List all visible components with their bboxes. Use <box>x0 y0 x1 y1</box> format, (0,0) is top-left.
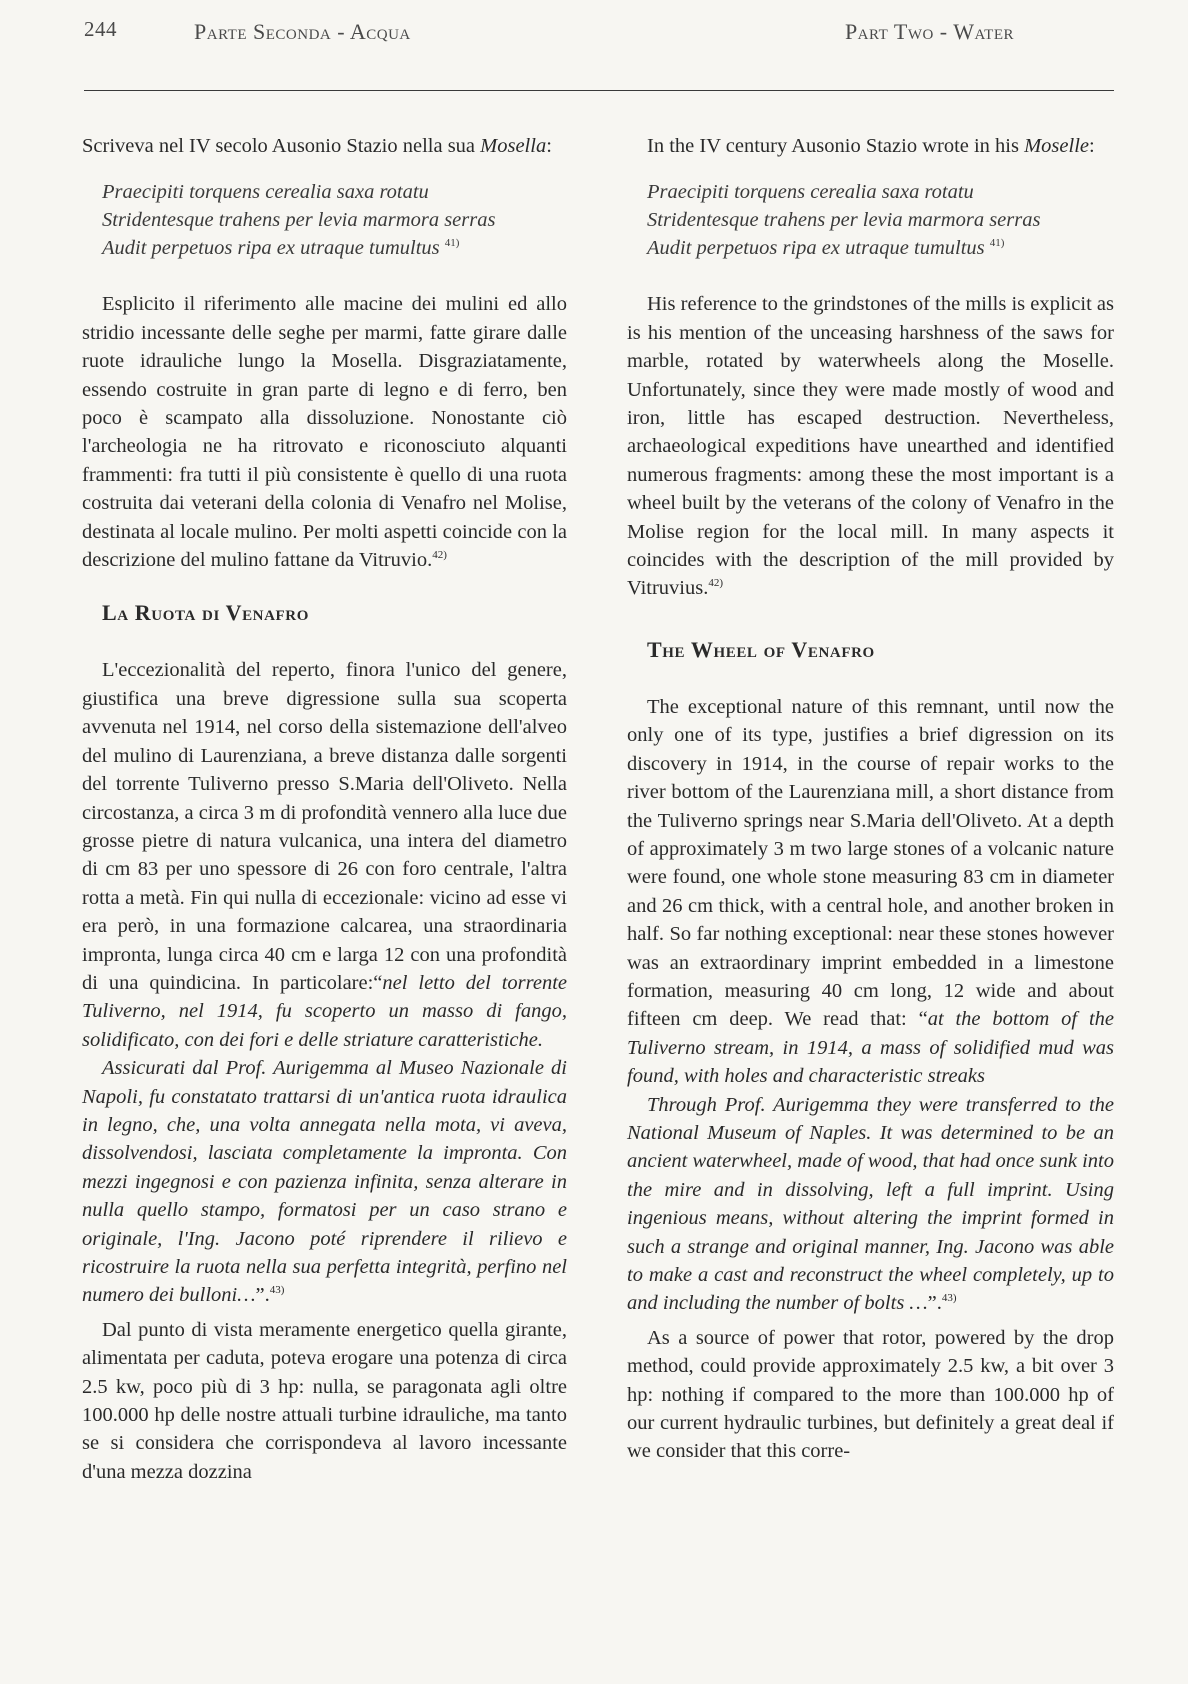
paragraph-english-1 <box>627 290 1114 602</box>
paragraph-italian-3 <box>82 1054 567 1310</box>
english-column <box>627 132 1114 1466</box>
running-title-english: Part Two - Water <box>844 19 1014 44</box>
verse-line: Stridentesque trahens per levia marmora serras <box>102 209 496 232</box>
intro-text: In the IV century Ausonio Stazio wrote in his <box>647 135 1025 157</box>
footnote-ref: 41) <box>989 237 1005 250</box>
quote-end: ”. <box>927 1292 942 1315</box>
quote-text: nel letto del torrente Tuliverno, nel 1914, fu scoperto un masso di fango, solidificato, con dei fori e delle striature caratteristiche. <box>82 971 568 1051</box>
header-rule <box>84 90 1114 91</box>
page-number: 244 <box>84 17 117 41</box>
running-title-italian: Parte Seconda - Acqua <box>194 19 411 44</box>
paragraph-text: The exceptional nature of this remnant, until now the only one of its type, justifies a brief digression on its discovery in 1914, in the course of repair works to the river bottom of the Laurenziana mill, a short distance from the Tuliverno springs near S.Maria dell'Oliveto. At a depth of approximately 3 m two large stones of a volcanic nature were found, one whole stone measuring 83 cm in diameter and 26 cm thick, with a central hole, and another broken in half. So far nothing exceptional: near these stones however was an extraordinary imprint embedded in a limestone formation, measuring 40 cm long, 12 wide and about fifteen cm deep. We read that: “ <box>627 695 1114 1031</box>
paragraph-english-2 <box>627 693 1114 1091</box>
paragraph-text: Esplicito il riferimento alle macine dei mulini ed allo stridio incessante delle seghe per marmi, fatte girare dalle ruote idrauliche lungo la Mosella. Disgraziatamente, essendo costruite in gran parte di legno e di ferro, ben poco è scampato alla dissoluzione. Nonostante ciò l'archeologia ne ha ritrovato e riconosciuto alquanti frammenti: fra tutti il più consistente è quello di una ruota costruita dai veterani della colonia di Venafro nel Molise, destinata al locale mulino. Per molti aspetti coincide con la descrizione del mulino fattane da Vitruvio. <box>82 293 567 572</box>
quote-text: at the bottom of the Tuliverno stream, in 1914, a mass of solidified mud was found, with holes and characteristic streaks <box>627 1008 1114 1088</box>
footnote-ref: 42) <box>432 549 447 562</box>
verse-line: Praecipiti torquens cerealia saxa rotatu <box>102 181 429 204</box>
italian-column <box>82 132 567 1486</box>
verse-line <box>647 234 1114 262</box>
verse-line-text: Audit perpetuos ripa ex utraque tumultus <box>102 237 440 260</box>
quote-text: Through Prof. Aurigemma they were transferred to the National Museum of Naples. It was determined to be an ancient waterwheel, made of wood, that had once sunk into the mire and in dissolving, left a full imprint. Using ingenious means, without altering the imprint formed in such a strange and original manner, Ing. Jacono was able to make a cast and reconstruct the wheel completely, up to and including the number of bolts … <box>627 1093 1114 1315</box>
footnote-ref: 43) <box>941 1292 957 1305</box>
verse-quote-english <box>647 178 1114 262</box>
section-heading-italian: La Ruota di Venafro <box>102 600 310 626</box>
paragraph-english-4: As a source of power that rotor, powered by the drop method, could provide approximately 2.5 kw, a bit over 3 hp: nothing if compared to the more than 100.000 hp of our current hydraulic turbines, but definitely a great deal if we consider that this corre- <box>627 1326 1114 1463</box>
paragraph-italian-2 <box>82 656 567 1054</box>
quote-end: ”. <box>255 1284 270 1307</box>
paragraph-text: L'eccezionalità del reperto, finora l'unico del genere, giustifica una breve digressione sulla sua scoperta avvenuta nel 1914, nel corso della sistemazione dell'alveo del mulino di Laurenziana, a breve distanza dalle sorgenti del torrente Tuliverno presso S.Maria dell'Oliveto. Nella circostanza, a circa 3 m di profondità vennero alla luce due grosse pietre di natura vulcanica, una intera del diametro di cm 83 per uno spessore di 26 con foro centrale, l'altra rotta a metà. Fin qui nulla di eccezionale: vicino ad esse vi era però, in una formazione calcarea, una straordinaria impronta, lunga circa 40 cm e larga 12 con una profondità di una quindicina. In particolare:“ <box>82 659 567 994</box>
paragraph-text: His reference to the grindstones of the mills is explicit as is his mention of the unceasing harshness of the saws for marble, rotated by waterwheels along the Moselle. Unfortunately, since they were made mostly of wood and iron, little has escaped destruction. Nevertheless, archaeological expeditions have unearthed and identified numerous fragments: among these the most important is a wheel built by the veterans of the colony of Venafro in the Molise region for the local mill. In many aspects it coincides with the description of the mill provided by Vitruvius. <box>627 293 1114 600</box>
quote-text: Assicurati dal Prof. Aurigemma al Museo Nazionale di Napoli, fu constatato trattarsi di un'antica ruota idraulica in legno, che, una volta annegata nella mota, vi aveva, dissolvendosi, lasciata completamente la impronta. Con mezzi ingegnosi e con pazienza infinita, senza alterare in nulla quello stampo, formatosi per un caso strano e originale, l'Ing. Jacono poté riprendere il rilievo e ricostruire la ruota nella sua perfetta integrità, perfino nel numero dei bulloni… <box>82 1057 567 1307</box>
intro-end: : <box>1089 135 1095 157</box>
footnote-ref: 42) <box>708 577 724 590</box>
footnote-ref: 43) <box>269 1284 285 1297</box>
verse-quote-italian <box>102 178 567 262</box>
intro-paragraph-italian <box>82 132 567 160</box>
intro-paragraph-english <box>627 132 1114 160</box>
footnote-ref: 41) <box>444 237 460 250</box>
verse-line <box>102 234 567 262</box>
section-heading-english: The Wheel of Venafro <box>647 636 875 662</box>
verse-line: Stridentesque trahens per levia marmora serras <box>647 209 1041 232</box>
running-head <box>84 17 1114 57</box>
paragraph-italian-1 <box>82 290 567 574</box>
intro-work-title: Mosella <box>480 135 547 157</box>
paragraph-italian-4: Dal punto di vista meramente energetico quella girante, alimentata per caduta, poteva erogare una potenza di circa 2.5 kw, poco più di 3 hp: nulla, se paragonata agli oltre 100.000 hp delle nostre attuali turbine idrauliche, ma tanto se si considera che corrispondeva al lavoro incessante d'una mezza dozzina <box>82 1318 567 1483</box>
verse-line-text: Audit perpetuos ripa ex utraque tumultus <box>647 237 985 260</box>
paragraph-english-3 <box>627 1091 1114 1318</box>
intro-text: Scriveva nel IV secolo Ausonio Stazio nella sua <box>82 135 481 157</box>
verse-line: Praecipiti torquens cerealia saxa rotatu <box>647 181 974 204</box>
intro-work-title: Moselle <box>1024 135 1090 157</box>
intro-end: : <box>546 135 552 157</box>
